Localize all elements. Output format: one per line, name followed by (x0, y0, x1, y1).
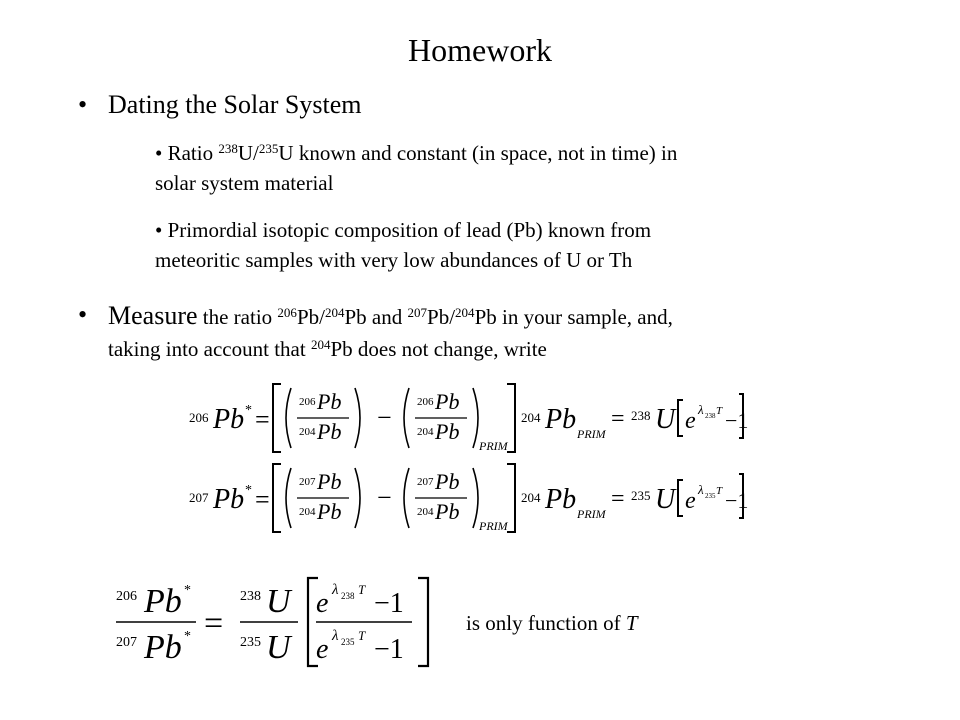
svg-text:207: 207 (299, 476, 316, 488)
svg-text:−1: −1 (374, 634, 404, 665)
svg-text:207: 207 (189, 490, 209, 505)
subbullet-uranium-ratio: • Ratio $^{238}$U/$^{235}$U known and constant (in space, not in time) in solar system material (155, 140, 678, 195)
svg-text:U: U (266, 583, 291, 620)
svg-text:204: 204 (417, 506, 434, 518)
subbullet-marker: • (155, 218, 168, 242)
svg-text:PRIM: PRIM (479, 439, 508, 453)
svg-text:−1: −1 (725, 408, 749, 433)
svg-text:−1: −1 (374, 588, 404, 619)
subbullet-primordial-lead: • Primordial isotopic composition of lead (Pb) known from meteoritic samples with very low abundances of U or Th (155, 218, 652, 272)
function-of-t-note: is only function of T (466, 611, 638, 635)
svg-text:λ: λ (332, 582, 339, 598)
svg-text:235: 235 (341, 637, 355, 647)
svg-text:206: 206 (116, 589, 137, 604)
svg-text:204: 204 (521, 490, 541, 505)
svg-text:−: − (377, 403, 392, 432)
svg-text:Pb: Pb (144, 629, 182, 666)
svg-text:PRIM: PRIM (479, 519, 508, 533)
svg-text:PRIM: PRIM (577, 507, 606, 521)
svg-text:Pb: Pb (317, 499, 342, 524)
bullet-marker: • (78, 300, 88, 329)
svg-text:λ: λ (698, 402, 704, 417)
svg-text:T: T (358, 582, 366, 597)
svg-text:Pb: Pb (317, 389, 342, 414)
svg-text:T: T (716, 405, 723, 417)
svg-text:204: 204 (299, 426, 316, 438)
svg-text:Pb: Pb (213, 404, 245, 435)
svg-text:238: 238 (240, 589, 261, 604)
svg-text:−: − (377, 483, 392, 512)
svg-text:Pb: Pb (317, 419, 342, 444)
svg-text:=: = (255, 405, 270, 434)
svg-text:*: * (184, 583, 191, 598)
svg-text:235: 235 (631, 488, 651, 503)
svg-text:Pb: Pb (317, 469, 342, 494)
svg-text:=: = (255, 485, 270, 514)
equation-pb206 (185, 378, 749, 458)
svg-text:*: * (245, 483, 252, 498)
svg-text:204: 204 (521, 410, 541, 425)
svg-text:=: = (611, 486, 625, 512)
svg-text:λ: λ (332, 628, 339, 644)
svg-text:Pb: Pb (435, 469, 460, 494)
equation-pb207 (185, 458, 749, 538)
bullet-marker: • (78, 90, 88, 119)
slide-title: Homework (408, 32, 552, 68)
svg-text:T: T (716, 485, 723, 497)
svg-text:e: e (316, 634, 329, 665)
svg-text:204: 204 (299, 506, 316, 518)
svg-text:Pb: Pb (213, 484, 245, 515)
svg-text:238: 238 (631, 408, 651, 423)
svg-text:λ: λ (698, 482, 704, 497)
svg-text:U: U (266, 629, 291, 666)
svg-text:Pb: Pb (435, 389, 460, 414)
svg-text:204: 204 (417, 426, 434, 438)
svg-text:Pb: Pb (144, 583, 182, 620)
svg-text:*: * (245, 403, 252, 418)
svg-text:Pb: Pb (435, 419, 460, 444)
svg-text:e: e (685, 488, 696, 514)
svg-text:PRIM: PRIM (577, 427, 606, 441)
svg-text:Pb: Pb (435, 499, 460, 524)
svg-text:235: 235 (705, 492, 716, 500)
svg-text:=: = (204, 605, 224, 642)
svg-text:207: 207 (417, 476, 434, 488)
svg-text:=: = (611, 406, 625, 432)
bullet-measure-ratio: Measure the ratio $^{206}$Pb/$^{204}$Pb and $^{207}$Pb/$^{204}$Pb in your sample, and, taking into account that $^{204}$Pb does not change, write (108, 301, 673, 361)
svg-text:U: U (655, 404, 676, 435)
subbullet-marker: • (155, 141, 168, 165)
svg-text:235: 235 (240, 635, 261, 650)
svg-text:207: 207 (116, 635, 137, 650)
bullet-dating-solar-system: Dating the Solar System (108, 90, 362, 119)
equation-ratio (112, 572, 442, 672)
svg-text:Pb: Pb (545, 404, 577, 435)
svg-text:238: 238 (705, 412, 716, 420)
svg-text:T: T (358, 628, 366, 643)
svg-text:*: * (184, 629, 191, 644)
svg-text:206: 206 (299, 396, 316, 408)
svg-text:−1: −1 (725, 488, 749, 513)
svg-text:206: 206 (417, 396, 434, 408)
svg-text:238: 238 (341, 591, 355, 601)
svg-text:e: e (316, 588, 329, 619)
svg-text:Pb: Pb (545, 484, 577, 515)
svg-text:e: e (685, 408, 696, 434)
svg-text:206: 206 (189, 410, 209, 425)
svg-text:U: U (655, 484, 676, 515)
